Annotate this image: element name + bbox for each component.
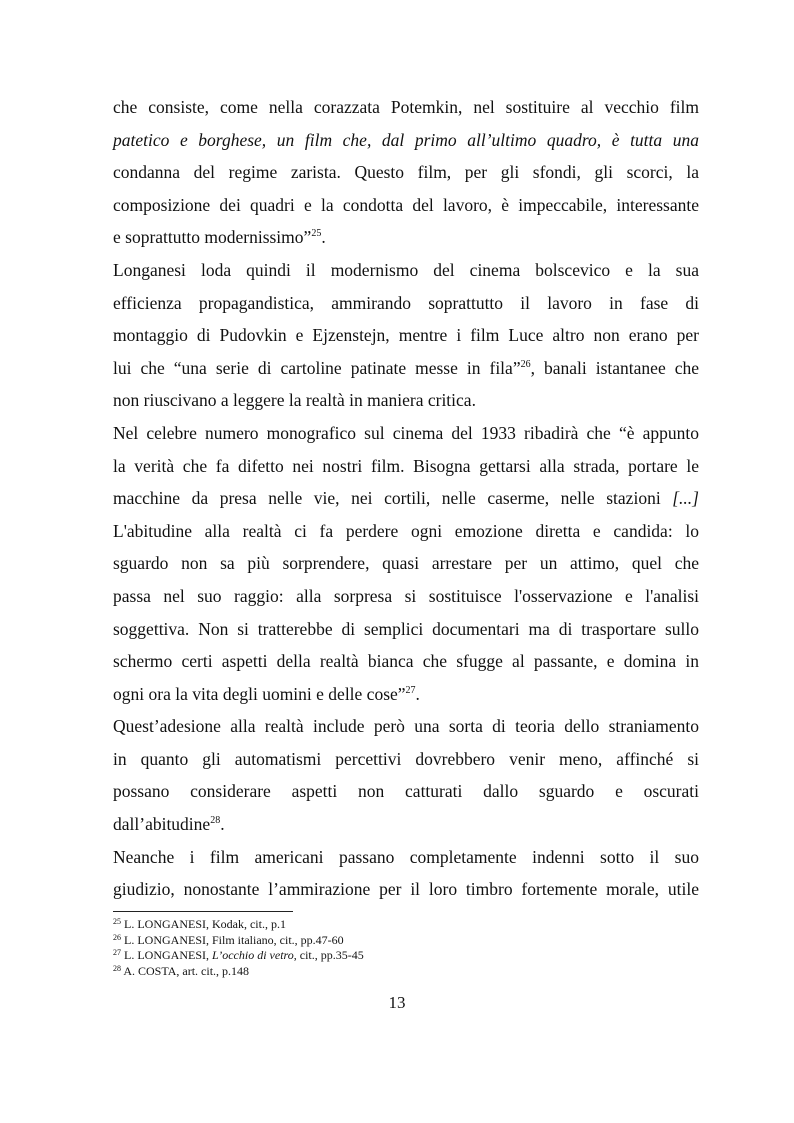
text-run: L. LONGANESI, Kodak, cit., p.1 xyxy=(121,917,286,931)
footnote-number: 28 xyxy=(113,963,121,973)
text-run: condanna del regime zarista. Questo film, per gli sfondi, gli scorci, la xyxy=(113,162,699,183)
text-line xyxy=(113,873,699,906)
text-line xyxy=(113,547,699,580)
text-run: macchine da presa nelle vie, nei cortili, nelle caserme, nelle stazioni xyxy=(113,488,673,509)
text-line xyxy=(113,156,699,189)
text-run: A. COSTA, art. cit., p.148 xyxy=(121,963,250,978)
text-run: non riuscivano a leggere la realtà in maniera critica. xyxy=(113,390,476,411)
text-run: Neanche i film americani passano completamente indenni sotto il suo xyxy=(113,846,699,867)
text-run: Quest’adesione alla realtà include però una sorta di teoria dello straniamento xyxy=(113,716,699,737)
text-line xyxy=(113,287,699,320)
text-run: lui che “una serie di cartoline patinate messe in fila” xyxy=(113,357,521,378)
text-run: composizione dei quadri e la condotta del lavoro, è impeccabile, interessante xyxy=(113,194,699,215)
text-run: ogni ora la vita degli uomini e delle cose” xyxy=(113,683,406,704)
text-line xyxy=(113,319,699,352)
text-line xyxy=(113,775,699,808)
text-line xyxy=(113,124,699,157)
text-run: L. LONGANESI, Film italiano, cit., pp.47-60 xyxy=(121,932,344,947)
text-run: la verità che fa difetto nei nostri film. Bisogna gettarsi alla strada, portare le xyxy=(113,455,699,476)
text-run: montaggio di Pudovkin e Ejzenstejn, mentre i film Luce altro non erano per xyxy=(113,325,699,346)
text-line xyxy=(113,352,699,385)
footnote-ref: 28 xyxy=(210,815,221,827)
text-run: . xyxy=(220,814,225,835)
text-line xyxy=(113,221,699,254)
text-run: sguardo non sa più sorprendere, quasi arrestare per un attimo, quel che xyxy=(113,553,699,574)
text-line xyxy=(113,384,699,417)
text-run: L. LONGANESI, xyxy=(121,948,212,962)
footnote-ref: 26 xyxy=(520,358,531,370)
text-run: dall’abitudine xyxy=(113,814,211,835)
italic-text: [...] xyxy=(672,488,699,509)
footnotes xyxy=(113,917,613,979)
text-line xyxy=(113,613,699,646)
text-run: L'abitudine alla realtà ci fa perdere ogni emozione diretta e candida: lo xyxy=(113,520,699,541)
italic-text: L’occhio di vetro xyxy=(212,948,294,962)
text-run: in quanto gli automatismi percettivi dovrebbero venir meno, affinché si xyxy=(113,748,699,769)
text-line xyxy=(113,678,699,711)
text-run: schermo certi aspetti della realtà bianca che sfugge al passante, e domina in xyxy=(113,651,699,672)
footnote-ref: 25 xyxy=(311,228,322,240)
text-run: . xyxy=(321,227,326,248)
footnote-ref: 27 xyxy=(405,684,416,696)
text-run: Nel celebre numero monografico sul cinema del 1933 ribadirà che “è appunto xyxy=(113,422,699,443)
text-line xyxy=(113,417,699,450)
italic-text: patetico e borghese, un film che, dal primo all’ultimo quadro, è tutta una xyxy=(113,129,699,150)
text-run: possano considerare aspetti non catturati dallo sguardo e oscurati xyxy=(113,781,699,802)
footnote xyxy=(113,917,613,933)
text-line xyxy=(113,450,699,483)
text-line xyxy=(113,808,699,841)
text-run: , cit., pp.35-45 xyxy=(293,948,364,962)
text-line xyxy=(113,580,699,613)
footnote-number: 27 xyxy=(113,948,121,957)
footnote xyxy=(113,948,613,964)
text-run: giudizio, nonostante l’ammirazione per il loro timbro fortemente morale, utile xyxy=(113,879,699,900)
text-run: efficienza propagandistica, ammirando soprattutto il lavoro in fase di xyxy=(113,292,699,313)
footnote-number: 25 xyxy=(113,917,121,926)
text-run: soggettiva. Non si tratterebbe di semplici documentari ma di trasportare sullo xyxy=(113,618,699,639)
body-text xyxy=(113,91,699,906)
footnote-separator xyxy=(113,911,293,912)
text-line xyxy=(113,482,699,515)
text-run: Longanesi loda quindi il modernismo del cinema bolscevico e la sua xyxy=(113,259,699,280)
text-run: e soprattutto modernissimo” xyxy=(113,227,312,248)
text-line xyxy=(113,189,699,222)
text-run: , banali istantanee che xyxy=(530,357,700,378)
footnote-number: 26 xyxy=(113,932,121,942)
page-number: 13 xyxy=(388,993,406,1012)
text-line xyxy=(113,515,699,548)
text-line xyxy=(113,254,699,287)
text-run: passa nel suo raggio: alla sorpresa si sostituisce l'osservazione e l'analisi xyxy=(113,585,699,606)
text-run: . xyxy=(415,683,420,704)
footnote xyxy=(113,964,613,980)
text-line xyxy=(113,743,699,776)
text-line xyxy=(113,841,699,874)
text-line xyxy=(113,710,699,743)
text-run: che consiste, come nella corazzata Potemkin, nel sostituire al vecchio film xyxy=(113,97,699,117)
text-line xyxy=(113,645,699,678)
text-line xyxy=(113,91,699,124)
footnote xyxy=(113,933,613,949)
